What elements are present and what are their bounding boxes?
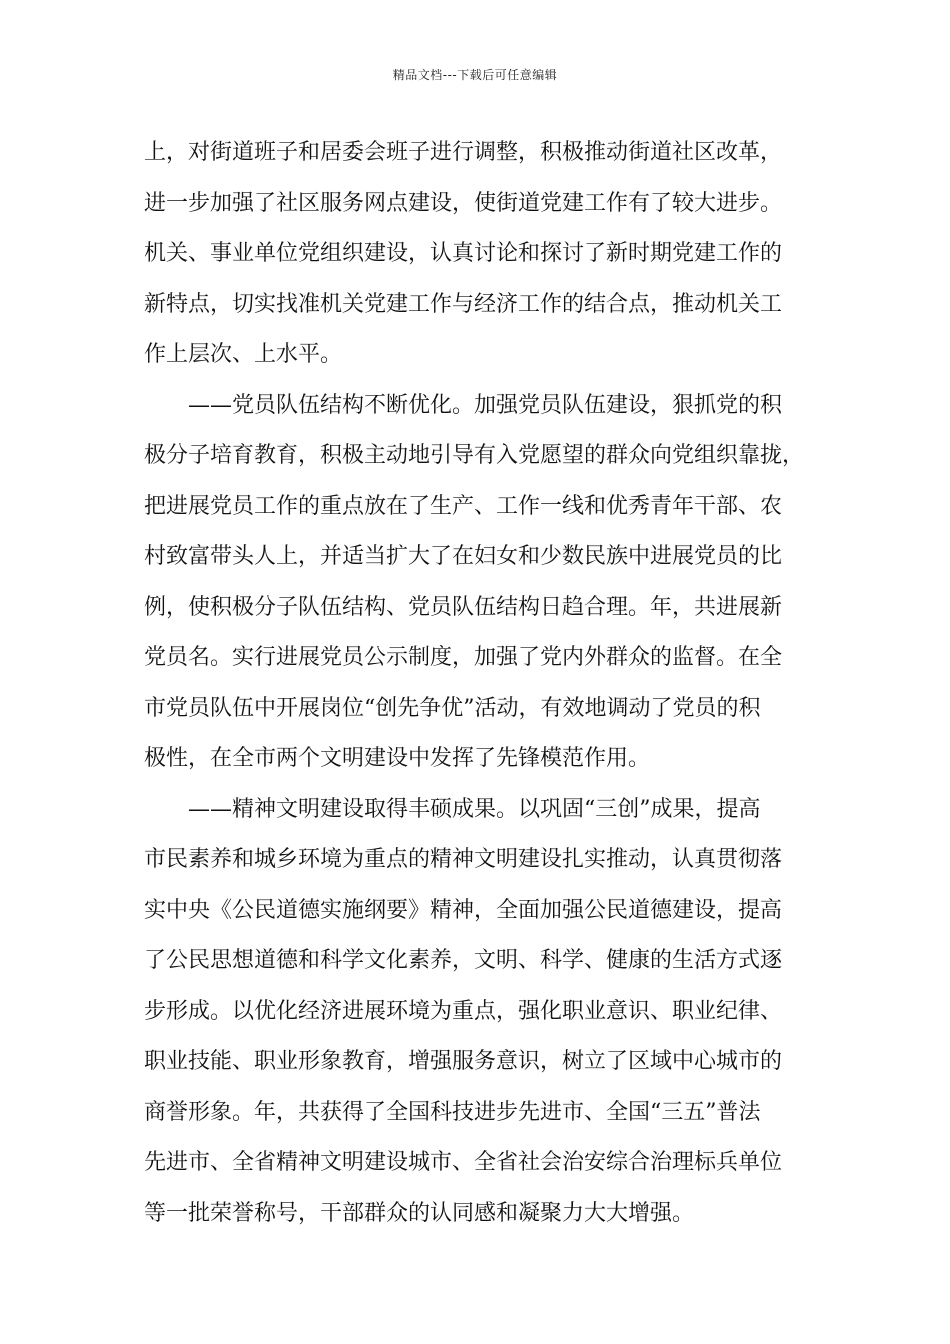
text-line: 极分子培育教育，积极主动地引导有入党愿望的群众向党组织靠拢， [144, 443, 805, 468]
body-text [144, 128, 814, 1239]
text-line: 新特点，切实找准机关党建工作与经济工作的结合点，推动机关工 [144, 291, 783, 317]
text-line: 等一批荣誉称号，干部群众的认同感和凝聚力大大增强。 [144, 1200, 695, 1226]
text-line: 了公民思想道德和科学文化素养，文明、科学、健康的生活方式逐 [144, 948, 783, 973]
text-line: 进一步加强了社区服务网点建设，使街道党建工作有了较大进步。 [144, 190, 783, 216]
text-line: 机关、事业单位党组织建设，认真讨论和探讨了新时期党建工作的 [144, 241, 783, 266]
text-line: 村致富带头人上，并适当扩大了在妇女和少数民族中进展党员的比 [144, 544, 783, 569]
text-line: 实中央《公民道德实施纲要》精神，全面加强公民道德建设，提高 [144, 897, 783, 923]
text-line: 把进展党员工作的重点放在了生产、工作一线和优秀青年干部、农 [144, 493, 783, 519]
text-line: 先进市、全省精神文明建设城市、全省社会治安综合治理标兵单位 [144, 1150, 783, 1175]
paragraph-first-line: ——精神文明建设取得丰硕成果。以巩固“三创”成果，提高 [188, 796, 761, 822]
text-line: 商誉形象。年，共获得了全国科技进步先进市、全国“三五”普法 [144, 1099, 761, 1125]
text-line: 极性，在全市两个文明建设中发挥了先锋模范作用。 [144, 746, 651, 771]
text-line: 职业技能、职业形象教育，增强服务意识，树立了区域中心城市的 [144, 1049, 783, 1074]
text-line: 例，使积极分子队伍结构、党员队伍结构日趋合理。年，共进展新 [144, 594, 783, 620]
text-line: 作上层次、上水平。 [144, 342, 343, 367]
page-header: 精品文档---下载后可任意编辑 [392, 68, 558, 82]
paragraph-first-line: ——党员队伍结构不断优化。加强党员队伍建设，狠抓党的积 [188, 392, 783, 418]
text-line: 市民素养和城乡环境为重点的精神文明建设扎实推动，认真贯彻落 [144, 847, 783, 872]
text-line: 市党员队伍中开展岗位“创先争优”活动，有效地调动了党员的积 [144, 695, 761, 721]
text-line: 党员名。实行进展党员公示制度，加强了党内外群众的监督。在全 [144, 645, 783, 670]
text-line: 上，对街道班子和居委会班子进行调整，积极推动街道社区改革， [144, 140, 783, 165]
text-line: 步形成。以优化经济进展环境为重点，强化职业意识、职业纪律、 [144, 998, 783, 1024]
